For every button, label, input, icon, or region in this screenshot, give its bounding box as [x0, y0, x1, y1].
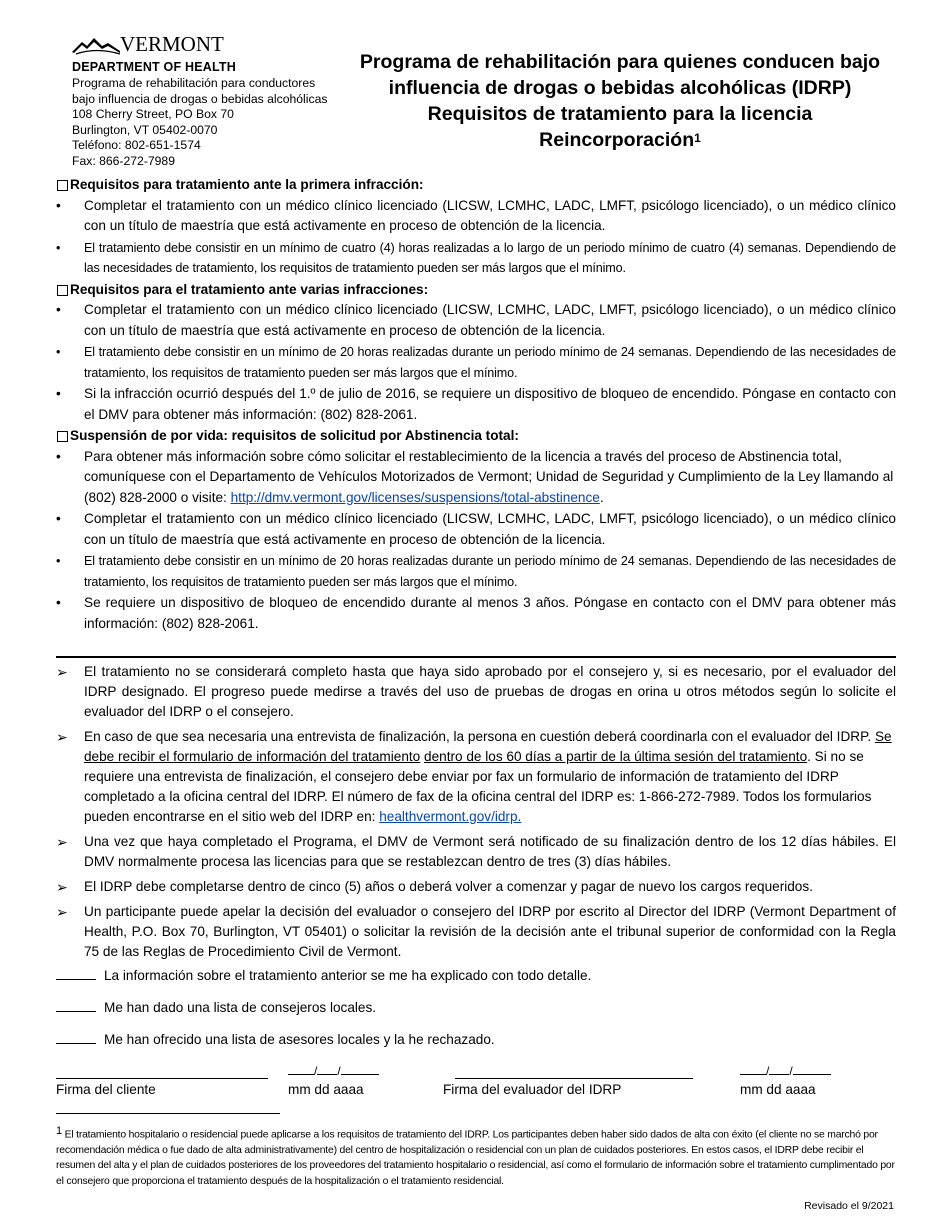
list-item: • El tratamiento debe consistir en un mínimo de 20 horas realizadas durante un periodo mínimo de 24 semanas. Dependiendo de las necesidades de tratamiento, los requisitos de tratamiento pueden ser más largos que el mínimo. [56, 554, 896, 589]
address-line: Fax: 866-272-7989 [72, 153, 175, 168]
note-item: ➢ Un participante puede apelar la decisión del evaluador o consejero del IDRP por escrito al Director del IDRP (Vermont Department of Health, P.O. Box 70, Burlington, VT 05401) o solicitar la revisión de la decisión ante el tribunal superior de conformidad con la Regla 75 de las Reglas de Procedimiento Civil de Vermont. [56, 904, 896, 959]
bullet-list [56, 196, 896, 279]
acknowledgement-line: Me han ofrecido una lista de asesores locales y la he rechazado. [56, 1031, 495, 1047]
arrow-bullet-icon: ➢ [56, 664, 68, 680]
footnote-divider [56, 1113, 280, 1114]
arrow-bullet-icon: ➢ [56, 729, 68, 745]
evaluator-signature-label: Firma del evaluador del IDRP [443, 1082, 622, 1097]
section-heading-text: Requisitos para tratamiento ante la primera infracción: [70, 177, 424, 192]
acknowledgement-line: La información sobre el tratamiento anterior se me ha explicado con todo detalle. [56, 967, 591, 983]
address-line: 108 Cherry Street, PO Box 70 [72, 107, 234, 121]
bullet-list [56, 300, 896, 425]
title-line: Programa de rehabilitación para quienes conducen bajo [359, 51, 881, 73]
address-line: Burlington, VT 05402-0070 [72, 122, 218, 137]
initials-field[interactable] [56, 967, 96, 980]
footnote-text: El tratamiento hospitalario o residencial puede aplicarse a los requisitos de tratamiento del IDRP. Los participantes deben haber sido dados de alta con éxito (el cliente no se marchó por recomendación médica o fue dado de alta administrativamente) del centro de hospitalización o residencial con un plan de cuidados posteriores. En estos casos, el IDRP debe recibir el resumen del alta y el plan de cuidados posteriores de los proveedores del tratamiento hospitalario o residencial, así como el formulario de información sobre el tratamiento cumplimentado por el consejero que proporciona el tratamiento después de la hospitalización o el tratamiento residencial. [56, 1129, 895, 1187]
client-signature-label: Firma del cliente [56, 1082, 156, 1097]
requirements-content [56, 175, 896, 635]
client-date-field[interactable]: / / [288, 1064, 379, 1078]
list-item: • Para obtener más información sobre cómo solicitar el restablecimiento de la licencia a través del proceso de Abstinencia total, comuníquese con el Departamento de Vehículos Motorizados de Vermont; Unidad de Seguridad y Cumplimiento de la Ley llamando al (802) 828-2000 o visite: http://dmv.vermont.gov/licenses/suspensions/total-abstinence. [56, 448, 894, 505]
note-item: ➢ El tratamiento no se considerará completo hasta que haya sido aprobado por el consejero y, si es necesario, por el evaluador del IDRP designado. El progreso puede medirse a través del uso de pruebas de drogas en orina u otros métodos según lo solicite el evaluador del IDRP o el consejero. [56, 664, 896, 719]
title-footnote-mark: 1 [694, 131, 701, 145]
list-item: • El tratamiento debe consistir en un mínimo de 20 horas realizadas durante un periodo mínimo de 24 semanas. Dependiendo de las necesidades de tratamiento, los requisitos de tratamiento pueden ser más largos que el mínimo. [56, 345, 896, 380]
document-title [340, 49, 900, 153]
address-block [72, 76, 327, 169]
arrow-bullet-icon: ➢ [56, 879, 68, 895]
revision-date: Revisado el 9/2021 [804, 1200, 894, 1212]
mountain-logo-icon [72, 34, 122, 56]
title-line: influencia de drogas o bebidas alcohólicas (IDRP) [388, 77, 852, 99]
list-item: • Completar el tratamiento con un médico clínico licenciado (LICSW, LCMHC, LADC, LMFT, psicólogo licenciado), o un médico clínico con un título de maestría que está activamente en proceso de obtención de la licencia. [56, 302, 896, 338]
list-item: • Completar el tratamiento con un médico clínico licenciado (LICSW, LCMHC, LADC, LMFT, psicólogo licenciado), o un médico clínico con un título de maestría que está activamente en proceso de obtención de la licencia. [56, 511, 896, 547]
section-heading-lifetime-suspension [56, 426, 896, 447]
note-item: ➢ En caso de que sea necesaria una entrevista de finalización, la persona en cuestión deberá coordinarla con el evaluador del IDRP. Se debe recibir el formulario de información del tratamiento dentro de los 60 días a partir de la última sesión del tratamiento. Si no se requiere una entrevista de finalización, el consejero debe enviar por fax un formulario de información de tratamiento del IDRP completado a la oficina central del IDRP. El número de fax de la oficina central del IDRP es: 1-866-272-7989. Todos los formularios pueden encontrarse en el sitio web del IDRP en: healthvermont.gov/idrp. [56, 729, 892, 824]
evaluator-date-format: mm dd aaaa [740, 1082, 816, 1097]
footnote-mark: 1 [56, 1125, 62, 1137]
section-heading-text: Suspensión de por vida: requisitos de solicitud por Abstinencia total: [70, 428, 519, 443]
note-item: ➢ El IDRP debe completarse dentro de cinco (5) años o deberá volver a comenzar y pagar de nuevo los cargos requeridos. [56, 879, 813, 895]
list-item: • Completar el tratamiento con un médico clínico licenciado (LICSW, LCMHC, LADC, LMFT, psicólogo licenciado), o un médico clínico con un título de maestría que está activamente en proceso de obtención de la licencia. [56, 197, 896, 233]
title-last: Reincorporación [539, 129, 695, 151]
checkbox[interactable] [57, 180, 68, 191]
list-item: • Se requiere un dispositivo de bloqueo de encendido durante al menos 3 años. Póngase en contacto con el DMV para obtener más información: (802) 828-2061. [56, 595, 896, 631]
checkbox[interactable] [57, 285, 68, 296]
notes-list [56, 662, 896, 967]
footnote [56, 1123, 896, 1189]
client-date-format: mm dd aaaa [288, 1082, 364, 1097]
address-line: Programa de rehabilitación para conductores [72, 76, 316, 90]
address-line: bajo influencia de drogas o bebidas alcohólicas [72, 91, 328, 106]
list-item: • Si la infracción ocurrió después del 1.º de julio de 2016, se requiere un dispositivo de bloqueo de encendido. Póngase en contacto con el DMV para obtener más información: (802) 828-2061. [56, 386, 896, 422]
client-signature-field[interactable] [56, 1078, 268, 1079]
department-name: DEPARTMENT OF HEALTH [72, 60, 236, 74]
initials-field[interactable] [56, 1031, 96, 1044]
bullet-list [56, 447, 896, 635]
title-line: Requisitos de tratamiento para la licencia [427, 103, 813, 125]
note-item: ➢ Una vez que haya completado el Programa, el DMV de Vermont será notificado de su finalización dentro de los 12 días hábiles. El DMV normalmente procesa las licencias para que se restablezcan dentro de tres (3) días hábiles. [56, 834, 896, 869]
initials-field[interactable] [56, 999, 96, 1012]
section-heading-text: Requisitos para el tratamiento ante varias infracciones: [70, 281, 429, 297]
section-divider [56, 656, 896, 658]
title-line [340, 127, 900, 153]
section-heading-multiple-offenses [56, 280, 896, 301]
idrp-website-link[interactable]: healthvermont.gov/idrp. [379, 809, 522, 824]
logo-wordmark: VERMONT [120, 32, 224, 56]
address-line: Teléfono: 802-651-1574 [72, 138, 201, 152]
evaluator-signature-field[interactable] [455, 1078, 693, 1079]
evaluator-date-field[interactable]: / / [740, 1064, 831, 1078]
arrow-bullet-icon: ➢ [56, 904, 68, 920]
acknowledgement-line: Me han dado una lista de consejeros locales. [56, 999, 376, 1015]
dmv-total-abstinence-link[interactable]: http://dmv.vermont.gov/licenses/suspensions/total-abstinence [230, 489, 600, 505]
section-heading-first-offense [56, 175, 896, 196]
arrow-bullet-icon: ➢ [56, 834, 68, 850]
checkbox[interactable] [57, 431, 68, 442]
list-item: • El tratamiento debe consistir en un mínimo de cuatro (4) horas realizadas a lo largo de un periodo mínimo de cuatro (4) semanas. Dependiendo de las necesidades de tratamiento, los requisitos de tratamiento pueden ser más largos que el mínimo. [56, 240, 896, 275]
